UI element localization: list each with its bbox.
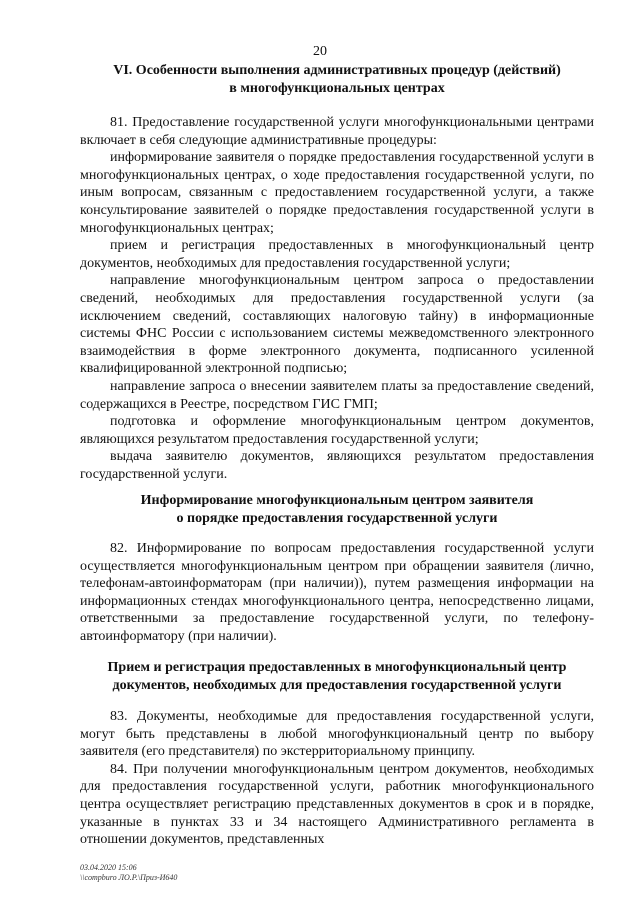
section-title-line: в многофункциональных центрах xyxy=(229,80,445,96)
page-number: 20 xyxy=(313,44,327,59)
list-item: направление многофункциональным центром запроса о предоставлении сведений, необходимых для предоставления государственной услуги (за исключением сведений, составляющих налоговую тайну) в информационные системы ФНС России с использованием системы межведомственного электронного взаимодействия в форме электронного документа, подписанного усиленной квалифицированной электронной подписью; xyxy=(80,273,594,377)
section-body xyxy=(80,114,594,483)
subsection-title-informing xyxy=(80,492,594,527)
section-title-vi xyxy=(80,62,594,97)
page-footer xyxy=(80,863,177,883)
footer-file-path: \\compburo ЛО.Р.\Приз-И640 xyxy=(80,873,178,882)
paragraph-84: 84. При получении многофункциональным центром документов, необходимых для предоставления государственной услуги, работник многофункционального центра осуществляет регистрацию представленных документов в срок и в порядке, указанные в пунктах 33 и 34 настоящего Административного регламента в отношении документов, представленных xyxy=(80,761,594,848)
footer-timestamp: 03.04.2020 15:06 xyxy=(80,863,137,872)
section-body xyxy=(80,540,594,646)
paragraph-82: 82. Информирование по вопросам предоставления государственной услуги осуществляется многофункциональным центром при обращении заявителя (лично, телефонам-автоинформаторам (при наличии)), путем размещения информации на информационных стендах многофункционального центра, непосредственно лицами, ответственными за предоставление государственной услуги, по телефону-автоинформатору (при наличии). xyxy=(80,541,594,644)
paragraph-81: 81. Предоставление государственной услуги многофункциональными центрами включает в себя следующие административные процедуры: xyxy=(80,115,594,148)
list-item: прием и регистрация предоставленных в многофункциональный центр документов, необходимых для предоставления государственной услуги; xyxy=(80,238,594,271)
list-item: направление запроса о внесении заявителем платы за предоставление сведений, содержащихся в Реестре, посредством ГИС ГМП; xyxy=(80,378,594,412)
list-item: информирование заявителя о порядке предоставления государственной услуги в многофункциональных центрах, о ходе предоставления государственной услуги, по иным вопросам, связанным с предоставлением государственной услуги, а также консультирование заявителей о порядке предоставления государственной услуги в многофункциональных центрах; xyxy=(80,150,594,236)
section-title-line: VI. Особенности выполнения административных процедур (действий) xyxy=(113,63,561,78)
list-item: подготовка и оформление многофункциональным центром документов, являющихся результатом предоставления государственной услуги; xyxy=(80,414,594,447)
section-title-line: документов, необходимых для предоставления государственной услуги xyxy=(112,677,562,693)
section-body xyxy=(80,708,594,849)
subsection-title-reception xyxy=(80,659,594,694)
list-item: выдача заявителю документов, являющихся результатом предоставления государственной услуги. xyxy=(80,449,594,482)
section-title-line: Прием и регистрация предоставленных в многофункциональный центр xyxy=(107,660,567,675)
section-title-line: о порядке предоставления государственной услуги xyxy=(176,510,498,526)
section-title-line: Информирование многофункциональным центром заявителя xyxy=(140,493,534,508)
paragraph-83: 83. Документы, необходимые для предоставления государственной услуги, могут быть представлены в любой многофункциональный центр по выбору заявителя (его представителя) по экстерриториальному принципу. xyxy=(80,709,594,760)
